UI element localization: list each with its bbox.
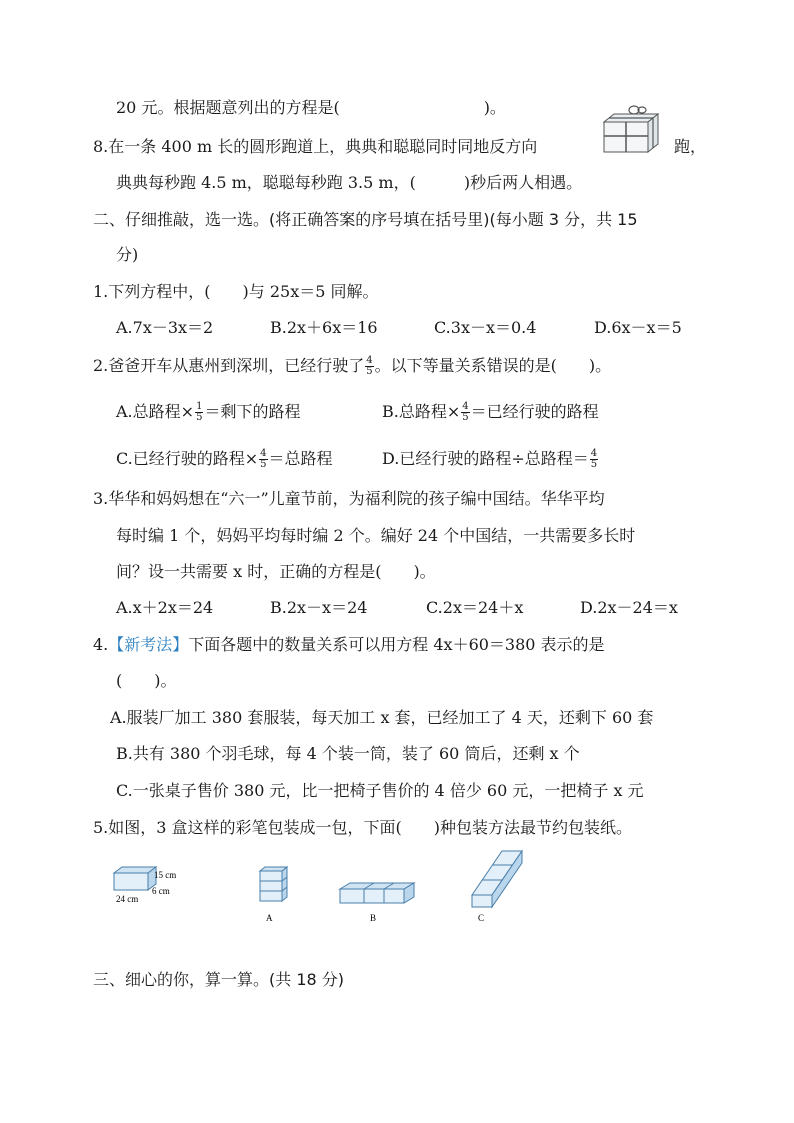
fraction-numerator: 1 [196, 401, 203, 412]
q2-option-a-text: A.总路程× [116, 402, 195, 421]
fraction-denominator: 5 [462, 412, 469, 423]
q3-line2: 每时编 1 个，妈妈平均每时编 2 个。编好 24 个中国结，一共需要多长时 [116, 526, 636, 545]
q2-option-a [116, 402, 300, 423]
q2-stem-b: 。以下等量关系错误的是( )。 [374, 356, 612, 375]
q3-option-c: C.2x＝24＋x [426, 598, 524, 617]
q1-option-d: D.6x－x＝5 [594, 318, 682, 337]
option-a-stack [260, 867, 287, 923]
q2-option-d-fraction [590, 449, 598, 470]
q2-option-c-text: C.已经行驶的路程× [116, 449, 259, 468]
q3-option-a: A.x＋2x＝24 [116, 598, 214, 617]
q3-line3: 间？设一共需要 x 时，正确的方程是( )。 [116, 562, 436, 581]
q2-stem-fraction [365, 356, 373, 377]
q2-option-b [382, 402, 599, 423]
option-b-row [340, 883, 414, 923]
q2-stem-a: 2.爸爸开车从惠州到深圳，已经行驶了 [93, 356, 365, 375]
gift-box-image [600, 104, 662, 156]
q2-option-c-fraction [259, 449, 267, 470]
q2-option-a-text-end: ＝剩下的路程 [204, 402, 301, 421]
section2-header-line1: 二、仔细推敲，选一选。(将正确答案的序号填在括号里)(每小题 3 分，共 15 [93, 210, 638, 229]
q2-option-b-fraction [461, 402, 469, 423]
option-b-label: B [370, 913, 377, 923]
fraction-numerator: 4 [260, 448, 267, 459]
q1-option-a: A.7x－3x＝2 [116, 318, 214, 337]
q2-option-a-fraction [195, 402, 203, 423]
fraction-numerator: 4 [462, 401, 469, 412]
q8-line2: 典典每秒跑 4.5 m，聪聪每秒跑 3.5 m，( )秒后两人相遇。 [116, 173, 583, 192]
q2-option-d [382, 449, 599, 470]
q3-line1: 3.华华和妈妈想在“六一”儿童节前，为福利院的孩子编中国结。华华平均 [93, 489, 605, 508]
q1-option-b: B.2x＋6x＝16 [270, 318, 378, 337]
q4-option-c: C.一张桌子售价 380 元，比一把椅子售价的 4 倍少 60 元，一把椅子 x 元 [116, 781, 644, 800]
single-box [114, 867, 176, 904]
q4-stem-text: 下面各题中的数量关系可以用方程 4x＋60＝380 表示的是 [188, 635, 605, 654]
fraction-numerator: 4 [590, 448, 598, 459]
dim-length-label: 24 cm [116, 894, 139, 904]
q4-stem [93, 635, 605, 655]
q2-option-b-text-end: ＝已经行驶的路程 [470, 402, 599, 421]
pen-box-figure [108, 845, 548, 925]
fraction-denominator: 5 [366, 366, 373, 377]
q2-option-b-text: B.总路程× [382, 402, 461, 421]
q7-tail: 20 元。根据题意列出的方程是( )。 [116, 98, 506, 117]
option-c-label: C [478, 913, 485, 923]
new-method-tag: 【新考法】 [108, 635, 189, 654]
dim-height-label: 15 cm [154, 870, 177, 880]
q3-option-b: B.2x－x＝24 [270, 598, 368, 617]
q8-line1-end: 跑， [674, 137, 707, 156]
fraction-denominator: 5 [590, 459, 598, 470]
fraction-denominator: 5 [260, 459, 267, 470]
fraction-numerator: 4 [366, 355, 373, 366]
q4-option-a: A.服装厂加工 380 套服装，每天加工 x 套，已经加工了 4 天，还剩下 60 套 [110, 708, 654, 727]
q2-option-c-text-end: ＝总路程 [268, 449, 333, 468]
fraction-denominator: 5 [196, 412, 203, 423]
q4-number: 4. [93, 635, 109, 654]
q2-option-d-text: D.已经行驶的路程÷总路程＝ [382, 449, 589, 468]
q4-option-b: B.共有 380 个羽毛球，每 4 个装一筒，装了 60 筒后，还剩 x 个 [116, 744, 580, 763]
q1-option-c: C.3x－x＝0.4 [434, 318, 537, 337]
q5-stem: 5.如图，3 盒这样的彩笔包装成一包，下面( )种包装方法最节约包装纸。 [93, 818, 633, 837]
q2-option-c [116, 449, 333, 470]
q3-option-d: D.2x－24＝x [580, 598, 678, 617]
section2-header-line2: 分) [116, 245, 139, 264]
dim-width-label: 6 cm [152, 886, 170, 896]
option-c-diagonal [472, 851, 522, 923]
q4-stem-line2: ( )。 [116, 671, 177, 690]
option-a-label: A [266, 913, 273, 923]
q8-line1: 8.在一条 400 m 长的圆形跑道上，典典和聪聪同时同地反方向 [93, 137, 538, 156]
q1-stem: 1.下列方程中，( )与 25x＝5 同解。 [93, 282, 379, 301]
q2-stem [93, 356, 611, 377]
section3-header: 三、细心的你，算一算。(共 18 分) [93, 970, 345, 989]
